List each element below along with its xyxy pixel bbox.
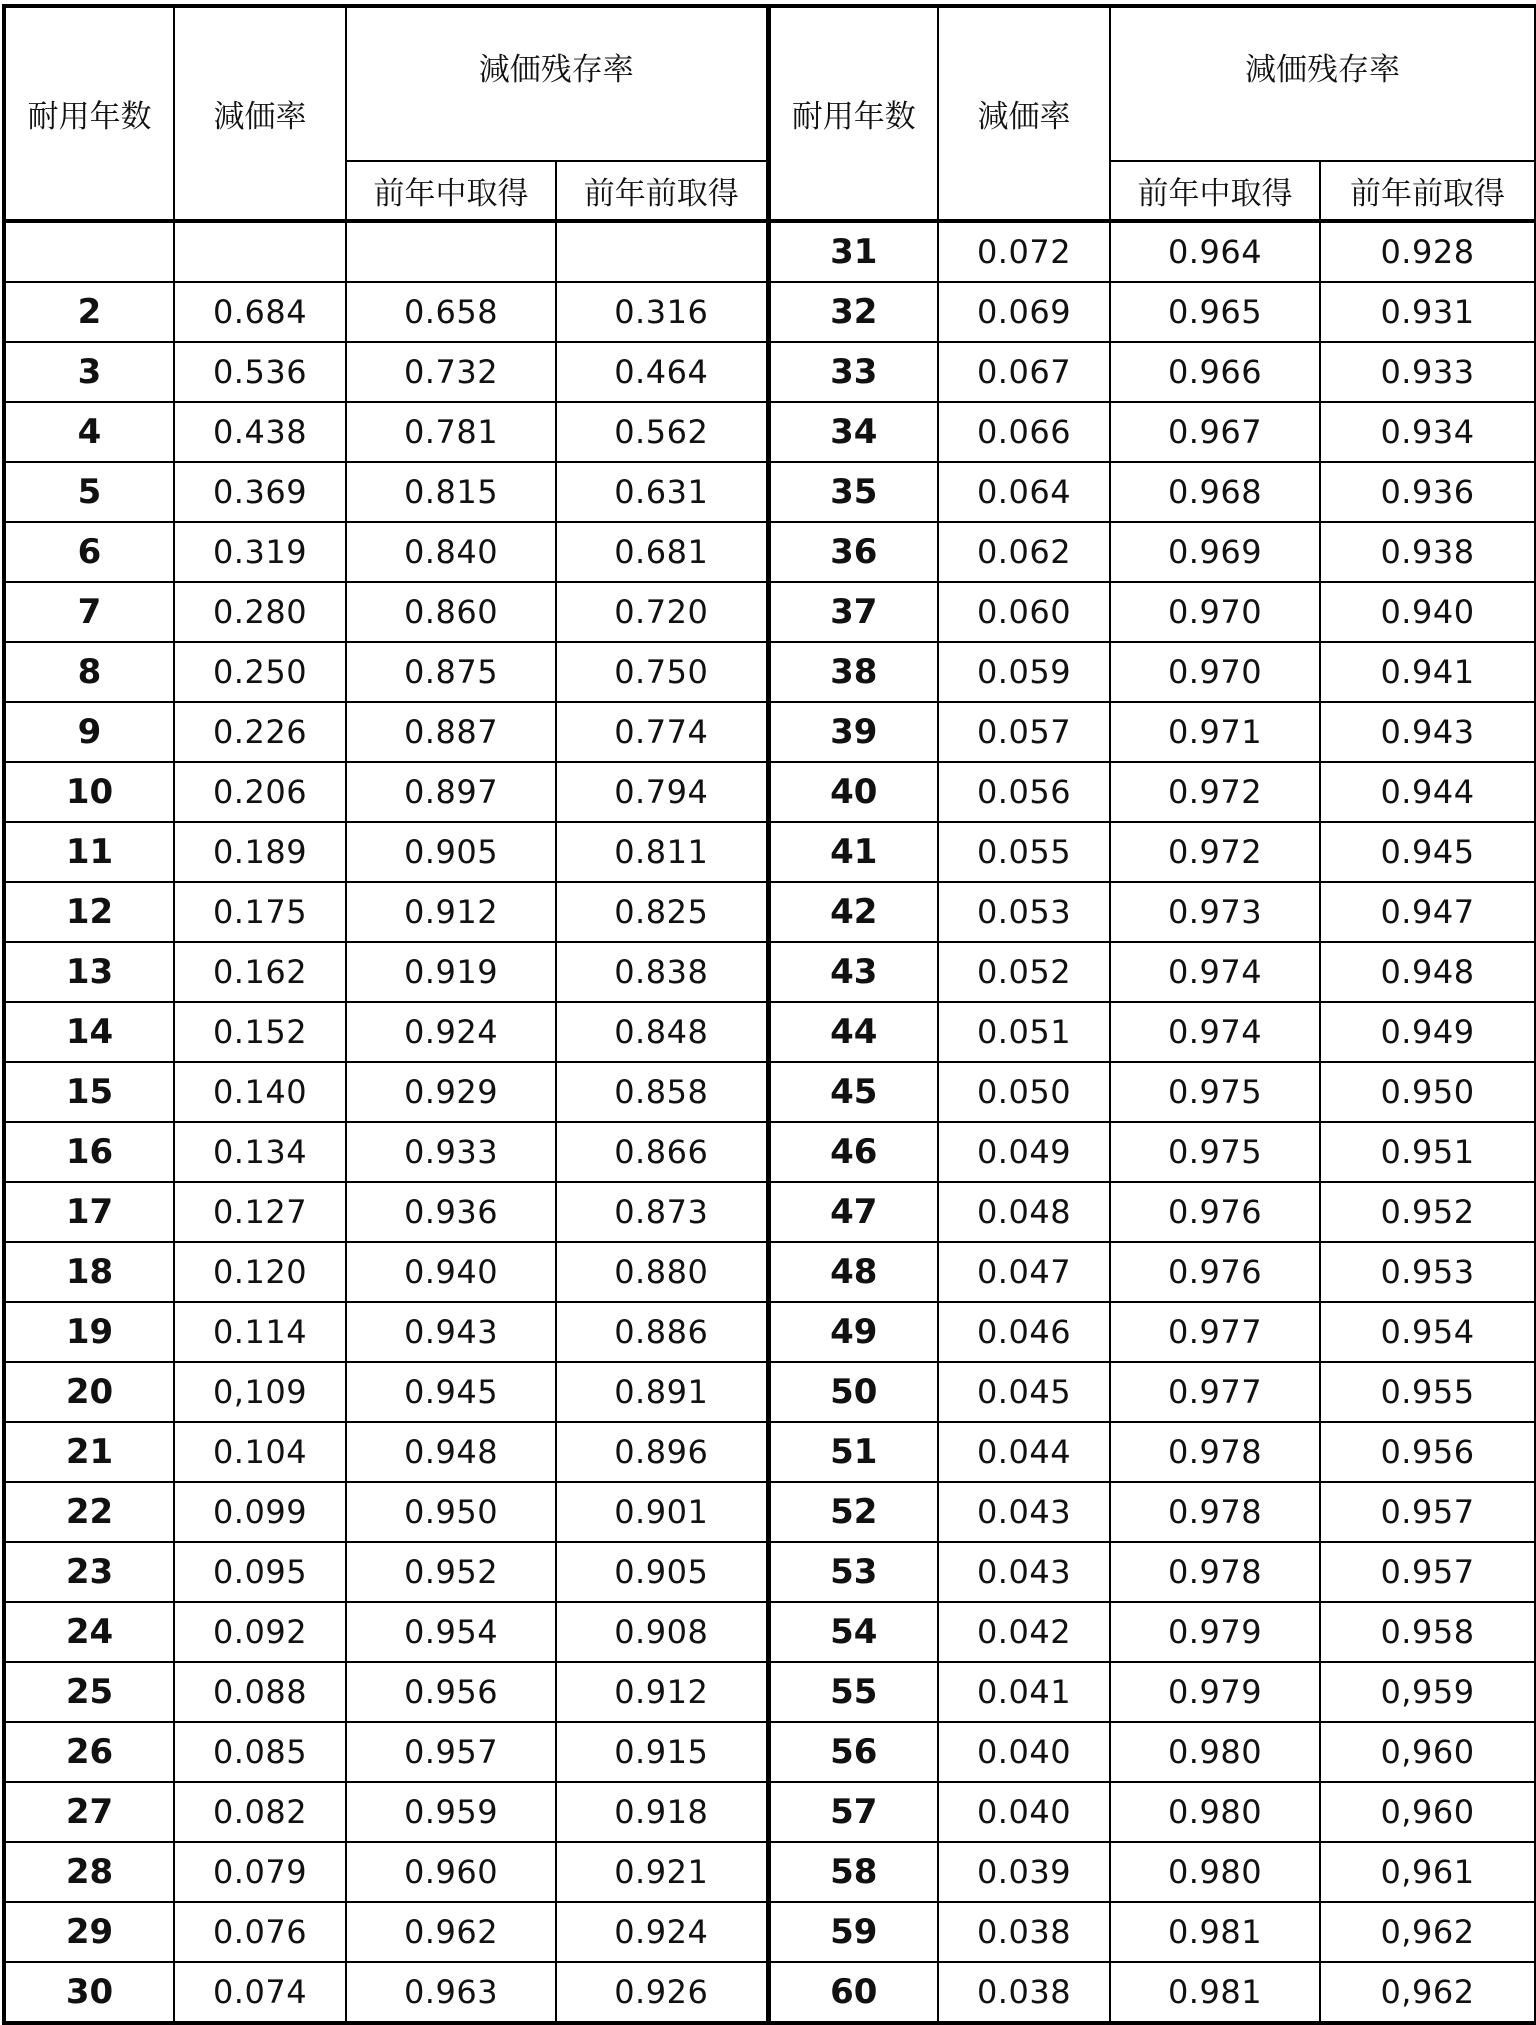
right-year-cell: 54 (768, 1602, 938, 1662)
left-depreciation-rate-cell: 0.085 (174, 1722, 346, 1782)
left-residual-prior-year-cell: 0.848 (556, 1002, 768, 1062)
header-depreciation-rate-right: 減価率 (938, 6, 1110, 221)
right-year-cell: 47 (768, 1182, 938, 1242)
left-depreciation-rate-cell: 0.127 (174, 1182, 346, 1242)
right-year-cell: 40 (768, 762, 938, 822)
left-depreciation-rate-cell: 0.189 (174, 822, 346, 882)
right-year-cell: 42 (768, 882, 938, 942)
table-row (4, 762, 1536, 822)
right-year-cell: 43 (768, 942, 938, 1002)
left-depreciation-rate-cell: 0.162 (174, 942, 346, 1002)
table-row (4, 1002, 1536, 1062)
left-year-cell: 2 (4, 282, 174, 342)
right-residual-mid-year-cell: 0.966 (1110, 342, 1320, 402)
table-row (4, 1482, 1536, 1542)
right-residual-prior-year-cell: 0,960 (1320, 1722, 1536, 1782)
table-row (4, 1422, 1536, 1482)
right-depreciation-rate-cell: 0.040 (938, 1782, 1110, 1842)
header-prior-year-right: 前年前取得 (1320, 161, 1536, 221)
right-residual-prior-year-cell: 0.954 (1320, 1302, 1536, 1362)
left-depreciation-rate-cell: 0.088 (174, 1662, 346, 1722)
right-residual-mid-year-cell: 0.980 (1110, 1722, 1320, 1782)
table-row (4, 1902, 1536, 1962)
right-residual-mid-year-cell: 0.973 (1110, 882, 1320, 942)
right-residual-prior-year-cell: 0,960 (1320, 1782, 1536, 1842)
right-residual-prior-year-cell: 0.931 (1320, 282, 1536, 342)
right-depreciation-rate-cell: 0.060 (938, 582, 1110, 642)
right-residual-mid-year-cell: 0.978 (1110, 1542, 1320, 1602)
left-residual-mid-year-cell: 0.957 (346, 1722, 556, 1782)
table-row (4, 942, 1536, 1002)
depreciation-table (2, 4, 1536, 2025)
left-depreciation-rate-cell: 0.082 (174, 1782, 346, 1842)
left-depreciation-rate-cell: 0.074 (174, 1962, 346, 2023)
left-residual-prior-year-cell: 0.921 (556, 1842, 768, 1902)
right-residual-mid-year-cell: 0.971 (1110, 702, 1320, 762)
left-year-cell: 9 (4, 702, 174, 762)
left-residual-mid-year-cell: 0.963 (346, 1962, 556, 2023)
table-row (4, 582, 1536, 642)
table-row (4, 1662, 1536, 1722)
right-residual-prior-year-cell: 0.950 (1320, 1062, 1536, 1122)
right-residual-prior-year-cell: 0.955 (1320, 1362, 1536, 1422)
left-residual-mid-year-cell: 0.875 (346, 642, 556, 702)
left-residual-mid-year-cell: 0.943 (346, 1302, 556, 1362)
table-row (4, 822, 1536, 882)
right-depreciation-rate-cell: 0.047 (938, 1242, 1110, 1302)
right-residual-mid-year-cell: 0.979 (1110, 1662, 1320, 1722)
left-year-cell: 30 (4, 1962, 174, 2023)
left-depreciation-rate-cell: 0.114 (174, 1302, 346, 1362)
right-depreciation-rate-cell: 0.072 (938, 221, 1110, 282)
right-depreciation-rate-cell: 0.053 (938, 882, 1110, 942)
left-depreciation-rate-cell: 0.099 (174, 1482, 346, 1542)
left-residual-mid-year-cell: 0.959 (346, 1782, 556, 1842)
left-year-cell: 5 (4, 462, 174, 522)
left-depreciation-rate-cell: 0.120 (174, 1242, 346, 1302)
right-residual-mid-year-cell: 0.970 (1110, 642, 1320, 702)
right-residual-mid-year-cell: 0.978 (1110, 1422, 1320, 1482)
left-depreciation-rate-cell: 0.104 (174, 1422, 346, 1482)
right-residual-prior-year-cell: 0.941 (1320, 642, 1536, 702)
left-depreciation-rate-cell: 0.226 (174, 702, 346, 762)
right-residual-mid-year-cell: 0.974 (1110, 1002, 1320, 1062)
right-residual-prior-year-cell: 0.957 (1320, 1482, 1536, 1542)
header-useful-life-right: 耐用年数 (768, 6, 938, 221)
right-depreciation-rate-cell: 0.044 (938, 1422, 1110, 1482)
right-depreciation-rate-cell: 0.066 (938, 402, 1110, 462)
left-depreciation-rate-cell: 0.280 (174, 582, 346, 642)
right-residual-mid-year-cell: 0.976 (1110, 1182, 1320, 1242)
table-row (4, 221, 1536, 282)
right-residual-mid-year-cell: 0.981 (1110, 1902, 1320, 1962)
right-year-cell: 55 (768, 1662, 938, 1722)
header-mid-year-right: 前年中取得 (1110, 161, 1320, 221)
left-year-cell: 3 (4, 342, 174, 402)
right-residual-prior-year-cell: 0.944 (1320, 762, 1536, 822)
table-row (4, 1302, 1536, 1362)
right-year-cell: 36 (768, 522, 938, 582)
header-depreciation-rate-left: 減価率 (174, 6, 346, 221)
left-residual-prior-year-cell: 0.924 (556, 1902, 768, 1962)
right-residual-prior-year-cell: 0.953 (1320, 1242, 1536, 1302)
left-residual-mid-year-cell: 0.929 (346, 1062, 556, 1122)
left-depreciation-rate-cell (174, 221, 346, 282)
right-residual-mid-year-cell: 0.977 (1110, 1362, 1320, 1422)
left-depreciation-rate-cell: 0.095 (174, 1542, 346, 1602)
right-residual-mid-year-cell: 0.970 (1110, 582, 1320, 642)
right-depreciation-rate-cell: 0.056 (938, 762, 1110, 822)
left-residual-mid-year-cell: 0.945 (346, 1362, 556, 1422)
right-depreciation-rate-cell: 0.042 (938, 1602, 1110, 1662)
left-residual-prior-year-cell: 0.918 (556, 1782, 768, 1842)
table-row (4, 1722, 1536, 1782)
right-depreciation-rate-cell: 0.045 (938, 1362, 1110, 1422)
right-depreciation-rate-cell: 0.050 (938, 1062, 1110, 1122)
right-residual-prior-year-cell: 0.958 (1320, 1602, 1536, 1662)
left-depreciation-rate-cell: 0.319 (174, 522, 346, 582)
right-year-cell: 52 (768, 1482, 938, 1542)
left-year-cell: 8 (4, 642, 174, 702)
left-year-cell: 15 (4, 1062, 174, 1122)
right-residual-mid-year-cell: 0.965 (1110, 282, 1320, 342)
table-row (4, 1602, 1536, 1662)
left-residual-prior-year-cell: 0.794 (556, 762, 768, 822)
right-year-cell: 56 (768, 1722, 938, 1782)
left-residual-mid-year-cell: 0.840 (346, 522, 556, 582)
right-residual-prior-year-cell: 0,961 (1320, 1842, 1536, 1902)
right-depreciation-rate-cell: 0.052 (938, 942, 1110, 1002)
right-depreciation-rate-cell: 0.046 (938, 1302, 1110, 1362)
left-year-cell: 24 (4, 1602, 174, 1662)
right-residual-prior-year-cell: 0.952 (1320, 1182, 1536, 1242)
left-residual-prior-year-cell: 0.562 (556, 402, 768, 462)
right-residual-mid-year-cell: 0.981 (1110, 1962, 1320, 2023)
left-year-cell (4, 221, 174, 282)
left-year-cell: 10 (4, 762, 174, 822)
table-row (4, 1362, 1536, 1422)
table-row (4, 882, 1536, 942)
left-residual-prior-year-cell: 0.896 (556, 1422, 768, 1482)
left-depreciation-rate-cell: 0.438 (174, 402, 346, 462)
left-residual-mid-year-cell: 0.952 (346, 1542, 556, 1602)
left-depreciation-rate-cell: 0.175 (174, 882, 346, 942)
left-depreciation-rate-cell: 0.536 (174, 342, 346, 402)
right-depreciation-rate-cell: 0.051 (938, 1002, 1110, 1062)
right-year-cell: 53 (768, 1542, 938, 1602)
right-residual-prior-year-cell: 0.957 (1320, 1542, 1536, 1602)
right-depreciation-rate-cell: 0.043 (938, 1542, 1110, 1602)
left-year-cell: 17 (4, 1182, 174, 1242)
left-depreciation-rate-cell: 0.079 (174, 1842, 346, 1902)
left-year-cell: 14 (4, 1002, 174, 1062)
left-year-cell: 11 (4, 822, 174, 882)
right-residual-mid-year-cell: 0.964 (1110, 221, 1320, 282)
right-depreciation-rate-cell: 0.059 (938, 642, 1110, 702)
left-year-cell: 6 (4, 522, 174, 582)
right-residual-mid-year-cell: 0.980 (1110, 1842, 1320, 1902)
right-residual-prior-year-cell: 0.949 (1320, 1002, 1536, 1062)
left-residual-mid-year-cell: 0.960 (346, 1842, 556, 1902)
right-residual-mid-year-cell: 0.976 (1110, 1242, 1320, 1302)
table-row (4, 522, 1536, 582)
right-year-cell: 49 (768, 1302, 938, 1362)
right-depreciation-rate-cell: 0.049 (938, 1122, 1110, 1182)
left-residual-prior-year-cell: 0.908 (556, 1602, 768, 1662)
right-residual-mid-year-cell: 0.972 (1110, 822, 1320, 882)
left-residual-mid-year-cell: 0.781 (346, 402, 556, 462)
right-residual-prior-year-cell: 0.938 (1320, 522, 1536, 582)
right-residual-mid-year-cell: 0.977 (1110, 1302, 1320, 1362)
right-depreciation-rate-cell: 0.043 (938, 1482, 1110, 1542)
table-row (4, 702, 1536, 762)
left-year-cell: 19 (4, 1302, 174, 1362)
table-body (4, 221, 1536, 2023)
table-row (4, 1962, 1536, 2023)
table-row (4, 1842, 1536, 1902)
right-year-cell: 51 (768, 1422, 938, 1482)
left-depreciation-rate-cell: 0.140 (174, 1062, 346, 1122)
right-year-cell: 38 (768, 642, 938, 702)
right-residual-prior-year-cell: 0.945 (1320, 822, 1536, 882)
table-row (4, 1782, 1536, 1842)
right-residual-mid-year-cell: 0.979 (1110, 1602, 1320, 1662)
table-header (4, 6, 1536, 221)
left-residual-mid-year-cell: 0.905 (346, 822, 556, 882)
left-depreciation-rate-cell: 0.369 (174, 462, 346, 522)
left-year-cell: 7 (4, 582, 174, 642)
right-residual-prior-year-cell: 0.956 (1320, 1422, 1536, 1482)
right-residual-mid-year-cell: 0.974 (1110, 942, 1320, 1002)
right-depreciation-rate-cell: 0.038 (938, 1902, 1110, 1962)
right-residual-mid-year-cell: 0.978 (1110, 1482, 1320, 1542)
right-residual-prior-year-cell: 0.928 (1320, 221, 1536, 282)
right-residual-mid-year-cell: 0.967 (1110, 402, 1320, 462)
right-depreciation-rate-cell: 0.062 (938, 522, 1110, 582)
left-year-cell: 4 (4, 402, 174, 462)
left-year-cell: 18 (4, 1242, 174, 1302)
right-residual-mid-year-cell: 0.969 (1110, 522, 1320, 582)
left-residual-mid-year-cell: 0.919 (346, 942, 556, 1002)
left-residual-mid-year-cell: 0.948 (346, 1422, 556, 1482)
right-depreciation-rate-cell: 0.069 (938, 282, 1110, 342)
right-year-cell: 41 (768, 822, 938, 882)
left-depreciation-rate-cell: 0.092 (174, 1602, 346, 1662)
right-depreciation-rate-cell: 0.041 (938, 1662, 1110, 1722)
left-year-cell: 26 (4, 1722, 174, 1782)
right-residual-prior-year-cell: 0.940 (1320, 582, 1536, 642)
right-year-cell: 46 (768, 1122, 938, 1182)
right-residual-prior-year-cell: 0,962 (1320, 1902, 1536, 1962)
left-year-cell: 29 (4, 1902, 174, 1962)
table-row (4, 462, 1536, 522)
left-residual-prior-year-cell: 0.774 (556, 702, 768, 762)
left-year-cell: 25 (4, 1662, 174, 1722)
left-residual-mid-year-cell: 0.950 (346, 1482, 556, 1542)
right-depreciation-rate-cell: 0.055 (938, 822, 1110, 882)
left-residual-prior-year-cell: 0.901 (556, 1482, 768, 1542)
right-residual-mid-year-cell: 0.975 (1110, 1062, 1320, 1122)
right-year-cell: 37 (768, 582, 938, 642)
left-residual-prior-year-cell: 0.880 (556, 1242, 768, 1302)
right-depreciation-rate-cell: 0.048 (938, 1182, 1110, 1242)
left-depreciation-rate-cell: 0.206 (174, 762, 346, 822)
right-residual-prior-year-cell: 0.933 (1320, 342, 1536, 402)
left-depreciation-rate-cell: 0.152 (174, 1002, 346, 1062)
left-residual-prior-year-cell: 0.811 (556, 822, 768, 882)
left-residual-mid-year-cell: 0.815 (346, 462, 556, 522)
right-depreciation-rate-cell: 0.039 (938, 1842, 1110, 1902)
left-year-cell: 27 (4, 1782, 174, 1842)
left-depreciation-rate-cell: 0.250 (174, 642, 346, 702)
right-year-cell: 45 (768, 1062, 938, 1122)
right-residual-mid-year-cell: 0.980 (1110, 1782, 1320, 1842)
right-residual-prior-year-cell: 0.934 (1320, 402, 1536, 462)
left-residual-prior-year-cell: 0.838 (556, 942, 768, 1002)
table-row (4, 342, 1536, 402)
table-row (4, 282, 1536, 342)
left-year-cell: 28 (4, 1842, 174, 1902)
left-residual-mid-year-cell: 0.732 (346, 342, 556, 402)
right-depreciation-rate-cell: 0.057 (938, 702, 1110, 762)
right-residual-prior-year-cell: 0.936 (1320, 462, 1536, 522)
left-depreciation-rate-cell: 0,109 (174, 1362, 346, 1422)
left-year-cell: 16 (4, 1122, 174, 1182)
table-row (4, 402, 1536, 462)
header-residual-rate-left: 減価残存率 (346, 6, 768, 161)
header-residual-rate-right: 減価残存率 (1110, 6, 1536, 161)
right-residual-prior-year-cell: 0.948 (1320, 942, 1536, 1002)
left-residual-prior-year-cell: 0.858 (556, 1062, 768, 1122)
left-year-cell: 22 (4, 1482, 174, 1542)
table-row (4, 1122, 1536, 1182)
right-residual-prior-year-cell: 0.943 (1320, 702, 1536, 762)
left-residual-mid-year-cell: 0.956 (346, 1662, 556, 1722)
left-depreciation-rate-cell: 0.134 (174, 1122, 346, 1182)
left-residual-prior-year-cell: 0.866 (556, 1122, 768, 1182)
left-residual-prior-year-cell: 0.316 (556, 282, 768, 342)
header-prior-year-left: 前年前取得 (556, 161, 768, 221)
left-residual-prior-year-cell: 0.926 (556, 1962, 768, 2023)
left-residual-mid-year-cell: 0.962 (346, 1902, 556, 1962)
left-residual-mid-year-cell: 0.658 (346, 282, 556, 342)
left-residual-mid-year-cell: 0.924 (346, 1002, 556, 1062)
left-residual-mid-year-cell: 0.954 (346, 1602, 556, 1662)
left-residual-prior-year-cell: 0.681 (556, 522, 768, 582)
right-residual-prior-year-cell: 0.947 (1320, 882, 1536, 942)
left-residual-prior-year-cell: 0.915 (556, 1722, 768, 1782)
right-residual-mid-year-cell: 0.968 (1110, 462, 1320, 522)
left-residual-mid-year-cell: 0.860 (346, 582, 556, 642)
left-residual-mid-year-cell: 0.897 (346, 762, 556, 822)
right-year-cell: 44 (768, 1002, 938, 1062)
left-residual-mid-year-cell: 0.933 (346, 1122, 556, 1182)
right-year-cell: 39 (768, 702, 938, 762)
left-residual-prior-year-cell: 0.631 (556, 462, 768, 522)
table-row (4, 1542, 1536, 1602)
right-depreciation-rate-cell: 0.040 (938, 1722, 1110, 1782)
right-residual-mid-year-cell: 0.972 (1110, 762, 1320, 822)
left-residual-prior-year-cell: 0.905 (556, 1542, 768, 1602)
table-row (4, 1242, 1536, 1302)
left-depreciation-rate-cell: 0.076 (174, 1902, 346, 1962)
left-residual-prior-year-cell: 0.464 (556, 342, 768, 402)
right-residual-prior-year-cell: 0,962 (1320, 1962, 1536, 2023)
header-mid-year-left: 前年中取得 (346, 161, 556, 221)
right-year-cell: 32 (768, 282, 938, 342)
left-residual-prior-year-cell: 0.750 (556, 642, 768, 702)
right-year-cell: 58 (768, 1842, 938, 1902)
left-residual-mid-year-cell: 0.912 (346, 882, 556, 942)
left-residual-mid-year-cell: 0.940 (346, 1242, 556, 1302)
left-residual-prior-year-cell: 0.825 (556, 882, 768, 942)
left-residual-prior-year-cell (556, 221, 768, 282)
left-year-cell: 12 (4, 882, 174, 942)
right-year-cell: 33 (768, 342, 938, 402)
header-useful-life-left: 耐用年数 (4, 6, 174, 221)
left-residual-mid-year-cell: 0.936 (346, 1182, 556, 1242)
left-depreciation-rate-cell: 0.684 (174, 282, 346, 342)
left-residual-prior-year-cell: 0.720 (556, 582, 768, 642)
left-residual-prior-year-cell: 0.873 (556, 1182, 768, 1242)
right-year-cell: 50 (768, 1362, 938, 1422)
table-row (4, 1062, 1536, 1122)
right-year-cell: 34 (768, 402, 938, 462)
left-year-cell: 13 (4, 942, 174, 1002)
left-residual-mid-year-cell (346, 221, 556, 282)
table-row (4, 642, 1536, 702)
right-year-cell: 60 (768, 1962, 938, 2023)
left-year-cell: 21 (4, 1422, 174, 1482)
right-year-cell: 35 (768, 462, 938, 522)
left-residual-mid-year-cell: 0.887 (346, 702, 556, 762)
right-depreciation-rate-cell: 0.038 (938, 1962, 1110, 2023)
left-residual-prior-year-cell: 0.912 (556, 1662, 768, 1722)
right-year-cell: 57 (768, 1782, 938, 1842)
left-residual-prior-year-cell: 0.891 (556, 1362, 768, 1422)
left-year-cell: 23 (4, 1542, 174, 1602)
right-residual-prior-year-cell: 0,959 (1320, 1662, 1536, 1722)
right-residual-mid-year-cell: 0.975 (1110, 1122, 1320, 1182)
right-year-cell: 31 (768, 221, 938, 282)
table-row (4, 1182, 1536, 1242)
right-year-cell: 59 (768, 1902, 938, 1962)
right-depreciation-rate-cell: 0.064 (938, 462, 1110, 522)
left-year-cell: 20 (4, 1362, 174, 1422)
left-residual-prior-year-cell: 0.886 (556, 1302, 768, 1362)
right-depreciation-rate-cell: 0.067 (938, 342, 1110, 402)
right-residual-prior-year-cell: 0.951 (1320, 1122, 1536, 1182)
right-year-cell: 48 (768, 1242, 938, 1302)
